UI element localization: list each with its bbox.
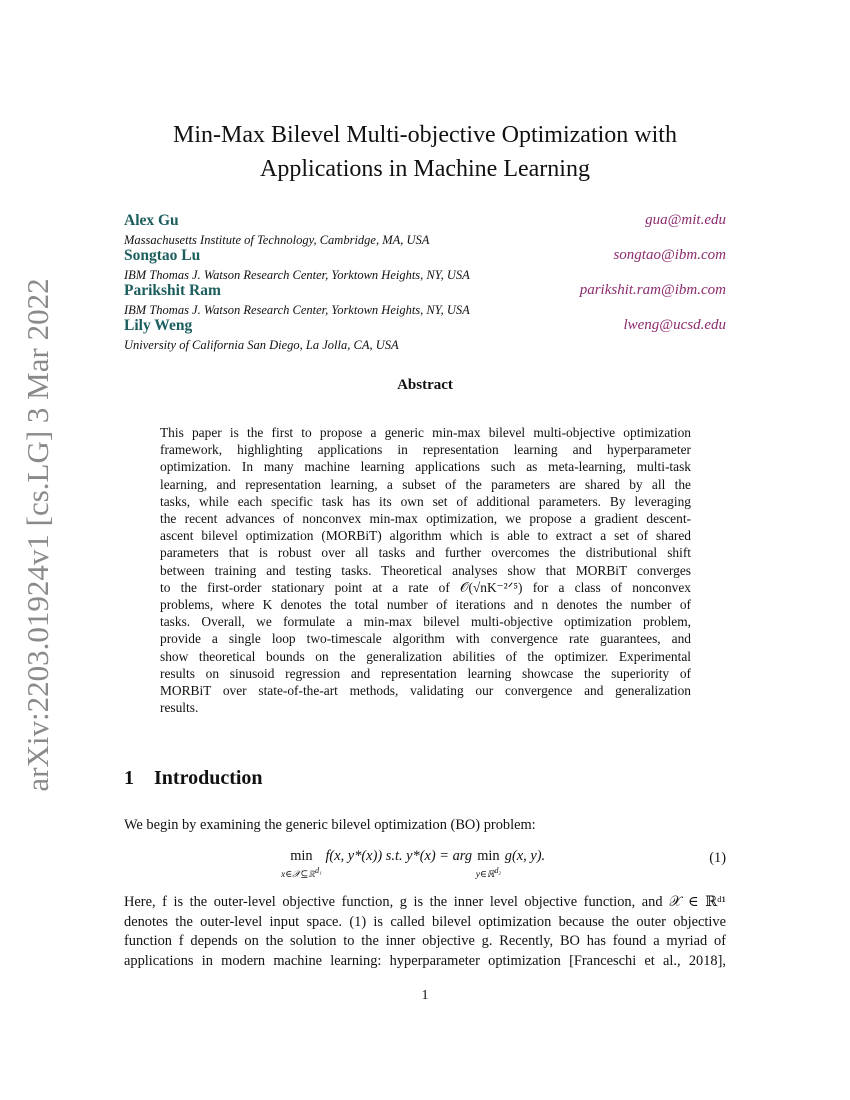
abstract-line: tasks, while each specific task has its own set of additional parameters. By leveraging <box>160 493 691 509</box>
paragraph-line: applications in modern machine learning: hyperparameter optimization [Franceschi et al., 2018], <box>124 952 726 969</box>
abstract-line: framework, highlighting applications in representation learning and hyperparameter <box>160 442 691 458</box>
intro-paragraph-2 <box>124 893 726 971</box>
abstract-heading: Abstract <box>397 377 453 393</box>
paper-title <box>0 118 850 186</box>
argmin-operator: min y∈ℝ$^{d_2}$ <box>475 848 502 881</box>
abstract-line: tasks. Overall, we formulate a min-max bilevel multi-objective optimization problem, <box>160 614 691 630</box>
page-number: 1 <box>421 988 429 1003</box>
abstract-line: between training and testing tasks. Theoretical analyses show that MORBiT converges <box>160 562 691 578</box>
abstract-body <box>160 424 691 716</box>
author-affiliation: University of California San Diego, La Jolla, CA, USA <box>124 338 399 352</box>
equation-content <box>281 848 545 881</box>
abstract-line: parameters that is robust over all tasks and further overcomes the distributional shift <box>160 545 691 561</box>
author-email[interactable]: lweng@ucsd.edu <box>623 317 726 333</box>
equation-tail: g(x, y). <box>504 848 546 864</box>
arxiv-identifier-stamp: arXiv:2203.01924v1 [cs.LG] 3 Mar 2022 <box>20 278 55 792</box>
author-block <box>124 317 726 352</box>
author-name: Alex Gu <box>124 212 179 229</box>
paragraph-line: denotes the outer-level input space. (1) is called bilevel optimization because the outer objective <box>124 913 726 930</box>
abstract-line: optimization. In many machine learning applications such as meta-learning, multi-task <box>160 459 691 475</box>
paragraph-line: Here, f is the outer-level objective function, g is the inner level objective function, and 𝒳 ∈ ℝᵈ¹ <box>124 894 726 910</box>
section-number: 1 <box>124 767 134 789</box>
author-name: Parikshit Ram <box>124 282 221 299</box>
author-email[interactable]: gua@mit.edu <box>645 212 726 228</box>
author-email[interactable]: parikshit.ram@ibm.com <box>579 282 726 298</box>
equation-expression: f(x, y*(x)) s.t. y*(x) = arg <box>325 848 473 864</box>
abstract-line: ascent bilevel optimization (MORBiT) algorithm which is able to extract a set of shared <box>160 528 691 544</box>
abstract-line: results on sinusoid regression and representation learning showcase the superiority of <box>160 665 691 681</box>
min-operator: min x∈𝒳⊆ℝ$^{d_1}$ <box>281 848 322 881</box>
intro-paragraph-1 <box>124 816 726 836</box>
section-heading-introduction <box>124 767 263 790</box>
abstract-line: MORBiT over state-of-the-art methods, validating our convergence and generalization <box>160 683 691 699</box>
author-name: Lily Weng <box>124 317 193 334</box>
abstract-line: problems, where K denotes the total number of iterations and n denotes the number of <box>160 597 691 613</box>
abstract-line: This paper is the first to propose a generic min-max bilevel multi-objective optimization <box>160 425 691 440</box>
author-affiliation: IBM Thomas J. Watson Research Center, Yorktown Heights, NY, USA <box>124 303 470 317</box>
paragraph-line: We begin by examining the generic bilevel optimization (BO) problem: <box>124 817 536 833</box>
author-block <box>124 212 726 247</box>
abstract-line: learning, and representation learning, a subset of the parameters are shared by all the <box>160 476 691 492</box>
author-affiliation: IBM Thomas J. Watson Research Center, Yorktown Heights, NY, USA <box>124 268 470 282</box>
abstract-line: provide a single loop two-timescale algorithm with convergence rate guarantees, and <box>160 631 691 647</box>
author-affiliation: Massachusetts Institute of Technology, Cambridge, MA, USA <box>124 233 430 247</box>
author-block <box>124 247 726 282</box>
title-line-2: Applications in Machine Learning <box>260 156 590 182</box>
author-block <box>124 282 726 317</box>
abstract-line: to the first-order stationary point at a rate of 𝒪(√nK⁻²ᐟ⁵) for a class of nonconvex <box>160 579 691 595</box>
equation-number: (1) <box>709 850 726 866</box>
abstract-line: results. <box>160 700 199 716</box>
title-line-1: Min-Max Bilevel Multi-objective Optimization with <box>173 122 677 148</box>
author-email[interactable]: songtao@ibm.com <box>613 247 726 263</box>
author-name: Songtao Lu <box>124 247 201 264</box>
equation-1 <box>124 848 726 881</box>
paragraph-line: function f depends on the solution to the inner objective g. Recently, BO has found a myriad of <box>124 933 726 949</box>
abstract-line: the recent advances of nonconvex min-max optimization, we propose a gradient descent- <box>160 511 691 527</box>
abstract-line: show theoretical bounds on the generalization abilities of the optimizer. Experimental <box>160 648 691 664</box>
author-list <box>124 212 726 352</box>
section-title: Introduction <box>154 767 263 789</box>
